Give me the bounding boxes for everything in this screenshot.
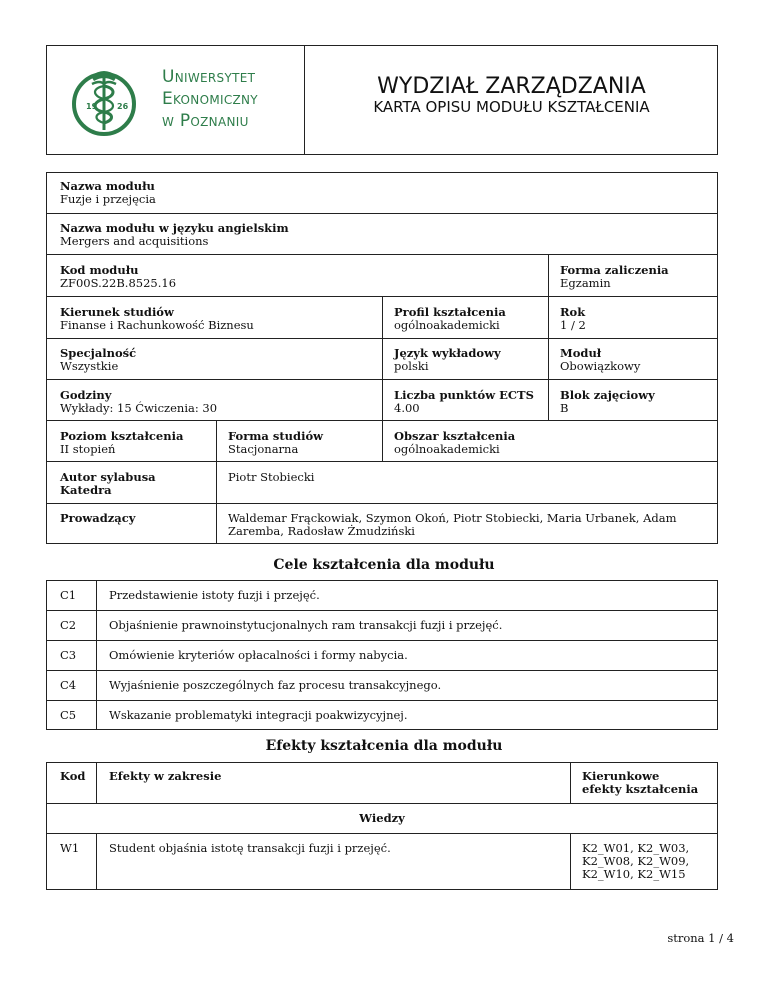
assessment-value: Egzamin xyxy=(560,276,611,290)
logo-line-3: w Poznaniu xyxy=(162,111,249,131)
module-name-en-value: Mergers and acquisitions xyxy=(60,234,209,248)
goal-code: C5 xyxy=(60,708,77,722)
profile-label: Profil kształcenia xyxy=(394,305,506,319)
university-logo xyxy=(60,60,296,144)
language-value: polski xyxy=(394,359,429,373)
lecturers-label: Prowadzący xyxy=(60,511,136,525)
goal-code: C4 xyxy=(60,678,77,692)
card-subtitle: KARTA OPISU MODUŁU KSZTAŁCENIA xyxy=(373,98,650,116)
ects-value: 4.00 xyxy=(394,401,420,415)
outcome-refs-line-1: K2_W01, K2_W03, xyxy=(582,841,690,855)
profile-value: ogólnoakademicki xyxy=(394,318,500,332)
level-value: II stopień xyxy=(60,442,116,456)
area-label: Obszar kształcenia xyxy=(394,429,516,443)
page-number: strona 1 / 4 xyxy=(667,931,734,945)
module-type-value: Obowiązkowy xyxy=(560,359,641,373)
study-form-label: Forma studiów xyxy=(228,429,324,443)
specialization-value: Wszystkie xyxy=(60,359,119,373)
outcomes-col-direction-1: Kierunkowe xyxy=(582,769,660,783)
goal-text: Wskazanie problematyki integracji poakwizycyjnej. xyxy=(109,708,408,722)
ects-label: Liczba punktów ECTS xyxy=(394,388,534,402)
goal-code: C2 xyxy=(60,618,77,632)
goal-code: C3 xyxy=(60,648,77,662)
specialization-label: Specjalność xyxy=(60,346,137,360)
outcomes-col-scope: Efekty w zakresie xyxy=(109,769,222,783)
year-value: 1 / 2 xyxy=(560,318,586,332)
module-code-value: ZF00S.22B.8525.16 xyxy=(60,276,177,290)
field-value: Finanse i Rachunkowość Biznesu xyxy=(60,318,254,332)
block-label: Blok zajęciowy xyxy=(560,388,655,402)
logo-line-2: Ekonomiczny xyxy=(162,89,258,109)
goal-text: Wyjaśnienie poszczególnych faz procesu transakcyjnego. xyxy=(109,678,442,692)
goal-text: Omówienie kryteriów opłacalności i formy nabycia. xyxy=(109,648,408,662)
outcome-refs-line-2: K2_W08, K2_W09, xyxy=(582,854,690,868)
outcomes-col-code: Kod xyxy=(60,769,86,783)
logo-year-left: 19 xyxy=(86,102,98,111)
outcome-code: W1 xyxy=(60,841,80,855)
department-label: Katedra xyxy=(60,483,112,497)
logo-line-1: Uniwersytet xyxy=(162,67,256,87)
hours-value: Wykłady: 15 Ćwiczenia: 30 xyxy=(60,401,218,415)
module-code-label: Kod modułu xyxy=(60,263,139,277)
author-label: Autor sylabusa xyxy=(60,470,156,484)
outcome-refs-line-3: K2_W10, K2_W15 xyxy=(582,867,686,881)
outcomes-group-knowledge: Wiedzy xyxy=(359,811,405,825)
author-value: Piotr Stobiecki xyxy=(228,470,315,484)
hours-label: Godziny xyxy=(60,388,112,402)
logo-text xyxy=(162,66,258,132)
block-value: B xyxy=(560,401,569,415)
language-label: Język wykładowy xyxy=(394,346,501,360)
area-value: ogólnoakademicki xyxy=(394,442,500,456)
module-type-label: Moduł xyxy=(560,346,602,360)
outcomes-col-direction-2: efekty kształcenia xyxy=(582,782,699,796)
study-form-value: Stacjonarna xyxy=(228,442,299,456)
year-label: Rok xyxy=(560,305,586,319)
module-name-value: Fuzje i przejęcia xyxy=(60,192,156,206)
outcomes-title: Efekty kształcenia dla modułu xyxy=(265,738,503,754)
outcome-text: Student objaśnia istotę transakcji fuzji i przejęć. xyxy=(109,841,391,855)
module-name-label: Nazwa modułu xyxy=(60,179,155,193)
level-label: Poziom kształcenia xyxy=(60,429,184,443)
goal-code: C1 xyxy=(60,588,77,602)
faculty-title: WYDZIAŁ ZARZĄDZANIA xyxy=(377,74,646,99)
assessment-label: Forma zaliczenia xyxy=(560,263,669,277)
logo-year-right: 26 xyxy=(117,102,129,111)
logo-emblem-icon xyxy=(64,62,144,142)
module-name-en-label: Nazwa modułu w języku angielskim xyxy=(60,221,289,235)
goal-text: Przedstawienie istoty fuzji i przejęć. xyxy=(109,588,320,602)
lecturers-value: Waldemar Frąckowiak, Szymon Okoń, Piotr Stobiecki, Maria Urbanek, Adam Zaremba, Radosław Żmudziński xyxy=(228,511,677,538)
field-label: Kierunek studiów xyxy=(60,305,174,319)
goal-text: Objaśnienie prawnoinstytucjonalnych ram transakcji fuzji i przejęć. xyxy=(109,618,503,632)
goals-title: Cele kształcenia dla modułu xyxy=(273,557,495,573)
